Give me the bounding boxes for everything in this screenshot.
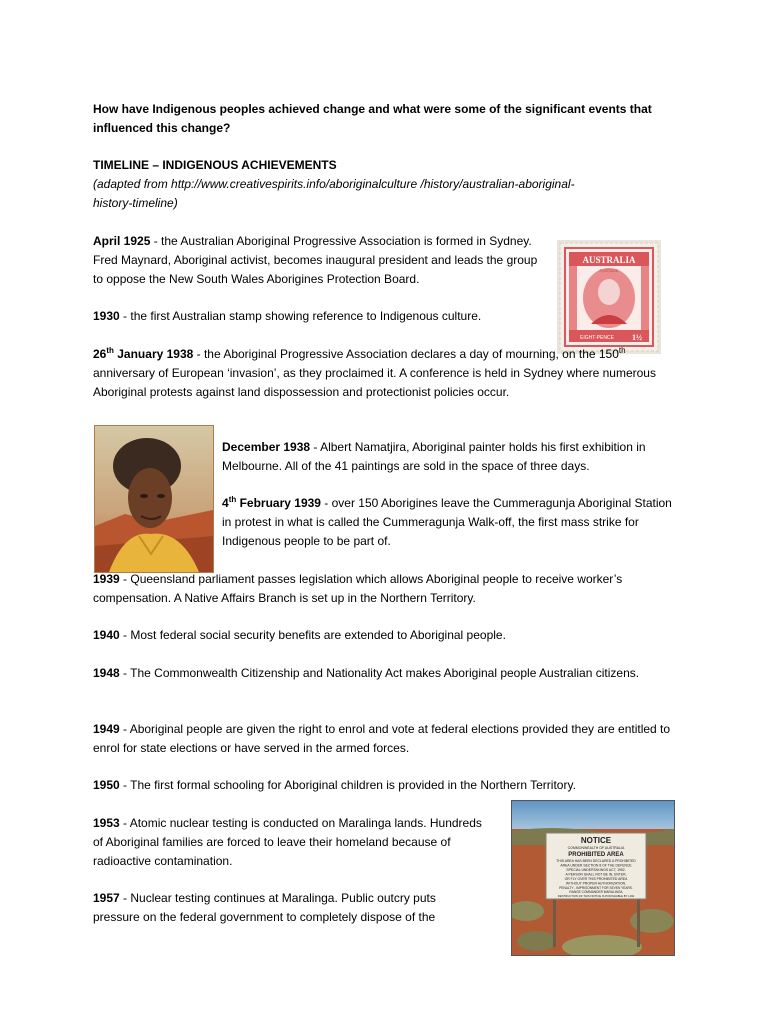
event-date: December 1938 bbox=[222, 440, 311, 454]
event-text: - Queensland parliament passes legislation which allows Aboriginal people to receive worker’s compensation. A Native Affairs Branch is set up in the Northern Territory. bbox=[93, 572, 623, 605]
event-date: 1949 bbox=[93, 722, 120, 736]
event-date: 1957 bbox=[93, 891, 120, 905]
event-text: - the first Australian stamp showing reference to Indigenous culture. bbox=[119, 309, 482, 323]
maralinga-sign-image bbox=[511, 800, 675, 956]
event-date: 1948 bbox=[93, 666, 120, 680]
sign-line: RANGE COMMANDER MARALINGA bbox=[569, 890, 623, 894]
timeline-heading: TIMELINE – INDIGENOUS ACHIEVEMENTS bbox=[93, 158, 337, 172]
event-1948 bbox=[93, 664, 683, 683]
source-note-line1: (adapted from http://www.creativespirits.info/aboriginalculture /history/australian-aboriginal- bbox=[93, 177, 575, 191]
event-text: - The Commonwealth Citizenship and Nationality Act makes Aboriginal people Australian citizens. bbox=[119, 666, 640, 680]
source-note-line2: history-timeline) bbox=[93, 196, 178, 210]
stamp-bottom-label: EIGHT-PENCE bbox=[580, 335, 614, 341]
event-text: - Aboriginal people are given the right to enrol and vote at federal elections provided they are entitled to enrol for state elections or have served in the armed forces. bbox=[93, 722, 671, 755]
event-date: 1953 bbox=[93, 816, 120, 830]
event-1940 bbox=[93, 626, 683, 645]
namatjira-portrait-image bbox=[94, 425, 214, 573]
event-text: - The first formal schooling for Aboriginal children is provided in the Northern Territory. bbox=[119, 778, 576, 792]
event-date: 4th February 1939 bbox=[222, 495, 321, 510]
event-date: 1939 bbox=[93, 572, 120, 586]
sign-line: COMMONWEALTH OF AUSTRALIA bbox=[567, 846, 625, 850]
sign-line: THIS AREA HAS BEEN DECLARED A PROHIBITED bbox=[556, 859, 636, 863]
event-text: - the Australian Aboriginal Progressive Association is formed in Sydney. Fred Maynard, Aboriginal activist, becomes inaugural president and leads the group to oppose the New South Wales Aborigines Protection Board. bbox=[93, 234, 538, 286]
question-heading: How have Indigenous peoples achieved change and what were some of the significant events that influenced this change? bbox=[93, 102, 652, 135]
event-text: - the Aboriginal Progressive Association declares a day of mourning, on the 150th anniversary of European ‘invasion’, as they proclaimed it. A conference is held in Sydney where numerous Aboriginal protests against land dispossession and protectionist policies occur. bbox=[93, 346, 656, 399]
event-text: - Most federal social security benefits are extended to Aboriginal people. bbox=[119, 628, 506, 642]
event-text: - Atomic nuclear testing is conducted on Maralinga lands. Hundreds of Aboriginal families are forced to leave their homeland because of radioactive contamination. bbox=[93, 816, 482, 868]
event-date: 1950 bbox=[93, 778, 120, 792]
sign-line: DESTRUCTION OF THIS NOTICE IS PUNISHABLE BY LAW bbox=[557, 894, 635, 898]
sign-line: WITHOUT PROPER AUTHORIZATION. bbox=[565, 881, 627, 886]
sign-line: OR FLY OVER THIS PROHIBITED AREA bbox=[564, 877, 628, 881]
event-date: 1940 bbox=[93, 628, 120, 642]
event-jan-1938 bbox=[93, 345, 683, 402]
stamp-sub-label: POSTAGE bbox=[599, 268, 619, 273]
event-1950 bbox=[93, 776, 683, 795]
event-text: - Nuclear testing continues at Maralinga. Public outcry puts pressure on the federal government to completely dispose of the bbox=[93, 891, 436, 924]
sign-photo-graphic bbox=[512, 801, 674, 955]
sign-heading: PROHIBITED AREA bbox=[568, 852, 624, 858]
sign-title: NOTICE bbox=[580, 836, 612, 845]
stamp-country-label: AUSTRALIA bbox=[582, 255, 636, 265]
event-1953 bbox=[93, 814, 483, 871]
sign-line: A PERSON SHALL NOT BE IN, ENTER, bbox=[565, 872, 627, 877]
event-1939 bbox=[93, 570, 683, 608]
event-1925 bbox=[93, 232, 545, 289]
event-date: April 1925 bbox=[93, 234, 151, 248]
sign-line: SPECIAL UNDERTAKINGS ACT, 1952. bbox=[566, 868, 626, 872]
event-text: - Albert Namatjira, Aboriginal painter holds his first exhibition in Melbourne. All of the 41 paintings are sold in the space of three days. bbox=[222, 440, 646, 473]
portrait-graphic bbox=[95, 426, 213, 572]
event-1949 bbox=[93, 720, 683, 758]
event-feb-1939 bbox=[222, 494, 682, 551]
maynard-stamp-image bbox=[557, 240, 661, 354]
source-note bbox=[93, 175, 683, 213]
event-1957 bbox=[93, 889, 478, 927]
event-dec-1938 bbox=[222, 438, 682, 476]
sign-line: AREA UNDER SECTION 8 OF THE DEFENCE bbox=[560, 863, 632, 868]
stamp-graphic bbox=[557, 240, 661, 354]
event-1930 bbox=[93, 307, 683, 326]
sign-line: PENALTY - IMPRISONMENT FOR SEVEN YEARS. bbox=[559, 886, 633, 890]
stamp-value-label: 1½ bbox=[632, 333, 642, 342]
event-date: 26th January 1938 bbox=[93, 346, 194, 361]
event-text: - over 150 Aborigines leave the Cummeragunja Aboriginal Station in protest in what is called the Cummeragunja Walk-off, the first mass strike for Indigenous people to be part of. bbox=[222, 496, 672, 548]
event-date: 1930 bbox=[93, 309, 120, 323]
